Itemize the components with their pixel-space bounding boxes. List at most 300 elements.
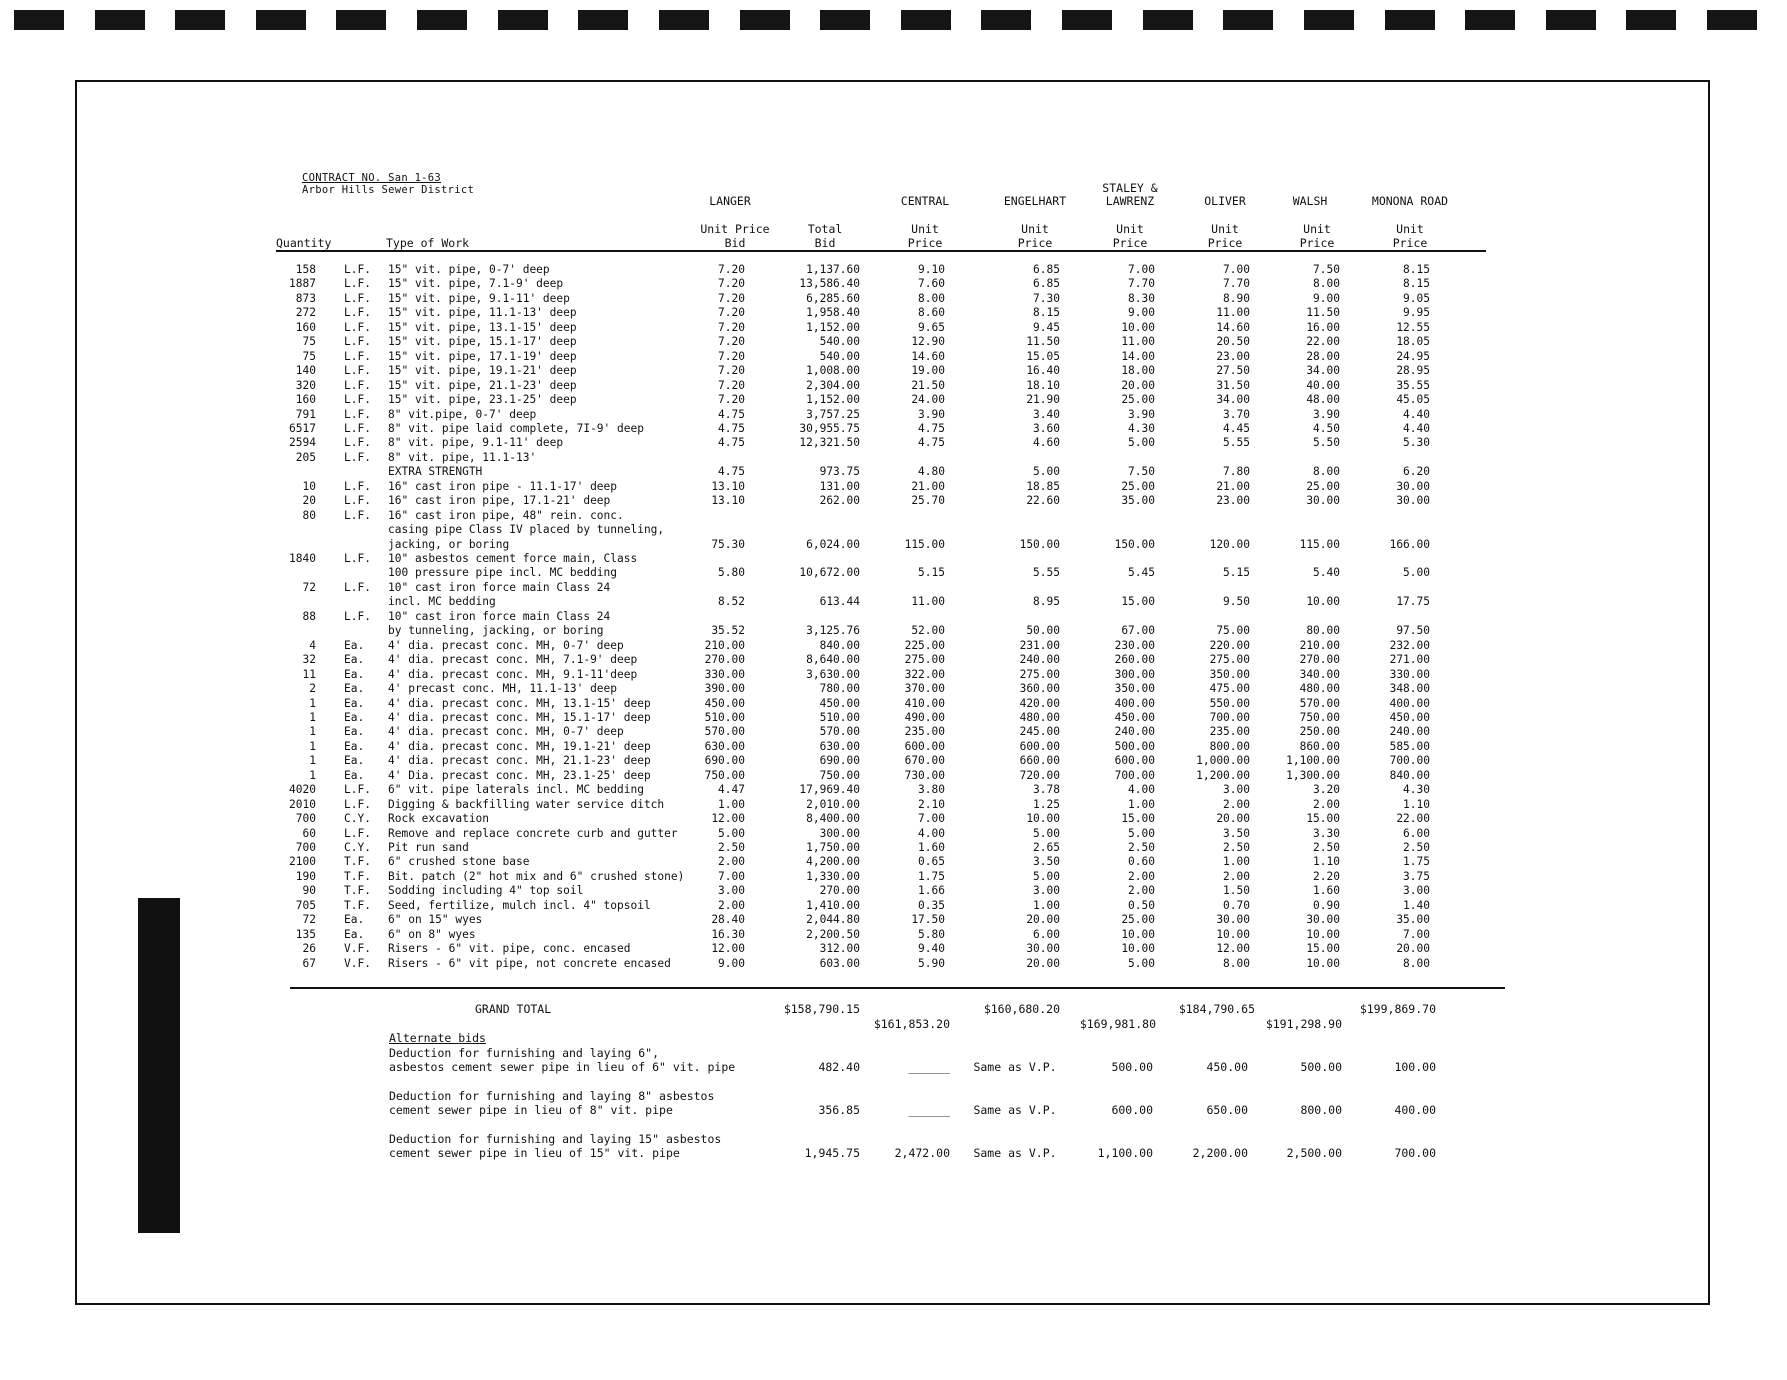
table-row: [0, 855, 1787, 869]
binder-hole: [901, 10, 951, 30]
cell-unit: L.F.: [344, 436, 371, 450]
cell-walsh: 2.50: [1313, 841, 1340, 854]
cell-langer-total: 750.00: [819, 768, 860, 782]
cell-unit: L.F.: [344, 609, 371, 623]
cell-langer-total: 1,410.00: [806, 898, 860, 912]
cell-walsh: 22.00: [1306, 335, 1340, 349]
cell-oliver: 20.50: [1216, 335, 1250, 349]
cell-langer-total: 973.75: [819, 465, 860, 479]
col-engelhart-unit-2: Price: [1017, 236, 1053, 250]
cell-engelhart: 360.00: [1019, 682, 1060, 696]
cell-oliver: 4.45: [1223, 421, 1250, 435]
cell-work: Risers - 6" vit pipe, not concrete encased: [388, 956, 671, 970]
binder-hole: [417, 10, 467, 30]
table-row: [0, 581, 1787, 595]
cell-oliver: 7.70: [1223, 277, 1250, 291]
cell-staley: 2.00: [1128, 884, 1155, 898]
cell-central: 1.60: [918, 841, 945, 854]
cell-langer-total: 1,152.00: [806, 320, 860, 334]
cell-langer-total: 270.00: [819, 884, 860, 898]
cell-monona: 271.00: [1389, 653, 1430, 667]
cell-oliver: 12.00: [1216, 942, 1250, 956]
binder-hole: [659, 10, 709, 30]
bidder-engelhart: ENGELHART: [1003, 194, 1067, 208]
cell-langer-unit: 4.47: [718, 783, 745, 797]
cell-central: 9.10: [918, 263, 945, 276]
cell-langer-unit: 270.00: [704, 653, 745, 667]
bidder-langer: LANGER: [709, 194, 751, 208]
cell-staley: 5.00: [1128, 956, 1155, 970]
cell-unit: L.F.: [344, 378, 371, 392]
cell-monona: 840.00: [1389, 768, 1430, 782]
cell-langer-unit: 12.00: [711, 942, 745, 956]
cell-work: 4' dia. precast conc. MH, 15.1-17' deep: [388, 710, 651, 724]
cell-engelhart: 4.60: [1033, 436, 1060, 450]
cell-langer-unit: 690.00: [704, 754, 745, 768]
cell-engelhart: 9.45: [1033, 320, 1060, 334]
total-monona: $199,869.70: [1359, 1002, 1436, 1016]
cell-work: 15" vit. pipe, 19.1-21' deep: [388, 364, 577, 378]
table-row: [0, 509, 1787, 523]
cell-langer-total: 17,969.40: [799, 783, 860, 797]
table-row: [0, 639, 1787, 653]
table-row: [0, 711, 1787, 725]
cell-oliver: 21.00: [1216, 479, 1250, 493]
cell-monona: 28.95: [1396, 364, 1430, 378]
cell-staley: 11.00: [1121, 335, 1155, 349]
cell-monona: 6.20: [1403, 465, 1430, 479]
cell-work: 15" vit. pipe, 13.1-15' deep: [388, 320, 577, 334]
cell-engelhart: 8.15: [1033, 306, 1060, 320]
cell-staley: 5.45: [1128, 566, 1155, 580]
cell-oliver: 31.50: [1216, 378, 1250, 392]
cell-qty: 1887: [289, 277, 316, 291]
cell-unit: Ea.: [344, 667, 365, 681]
cell-staley: 15.00: [1121, 595, 1155, 609]
cell-unit: Ea.: [344, 696, 365, 710]
cell-unit: Ea.: [344, 754, 365, 768]
cell-staley: 4.00: [1128, 783, 1155, 797]
cell-oliver: 34.00: [1216, 393, 1250, 407]
cell-staley: 0.50: [1128, 898, 1155, 912]
cell-langer-unit: 390.00: [704, 682, 745, 696]
table-row: [0, 798, 1787, 812]
cell-work: 4' Dia. precast conc. MH, 23.1-25' deep: [388, 768, 651, 782]
cell-monona: 240.00: [1389, 725, 1430, 739]
cell-walsh: 80.00: [1306, 624, 1340, 638]
cell-staley: 10.00: [1121, 320, 1155, 334]
cell-central: 4.00: [918, 826, 945, 840]
cell-engelhart: 240.00: [1019, 653, 1060, 667]
cell-oliver: 0.70: [1223, 898, 1250, 912]
cell-staley: 450.00: [1114, 710, 1155, 724]
cell-monona: 35.00: [1396, 913, 1430, 927]
cell-langer-total: 2,010.00: [806, 797, 860, 811]
cell-engelhart: 16.40: [1026, 364, 1060, 378]
cell-monona: 24.95: [1396, 349, 1430, 363]
cell-walsh: 8.00: [1313, 277, 1340, 291]
cell-langer-total: 1,008.00: [806, 364, 860, 378]
cell-qty: 1: [309, 768, 316, 782]
cell-oliver: 350.00: [1209, 667, 1250, 681]
cell-monona: 18.05: [1396, 335, 1430, 349]
cell-walsh: 860.00: [1299, 739, 1340, 753]
cell-central: 7.00: [918, 812, 945, 826]
cell-work: 15" vit. pipe, 21.1-23' deep: [388, 378, 577, 392]
cell-staley: 350.00: [1114, 682, 1155, 696]
cell-work: Bit. patch (2" hot mix and 6" crushed stone): [388, 869, 685, 883]
cell-oliver: 20.00: [1216, 812, 1250, 826]
cell-langer-unit: 450.00: [704, 696, 745, 710]
cell-monona: 7.00: [1403, 927, 1430, 941]
cell-langer-unit: 510.00: [704, 710, 745, 724]
table-row: [0, 870, 1787, 884]
table-row: [0, 928, 1787, 942]
cell-langer-total: 1,137.60: [806, 263, 860, 276]
cell-staley: 9.00: [1128, 306, 1155, 320]
cell-engelhart: 3.78: [1033, 783, 1060, 797]
col-monona-unit-1: Unit: [1396, 222, 1424, 236]
cell-oliver: 23.00: [1216, 349, 1250, 363]
cell-work: 8" vit. pipe laid complete, 7I-9' deep: [388, 421, 644, 435]
cell-langer-total: 540.00: [819, 335, 860, 349]
table-row: [0, 610, 1787, 624]
table-row: [0, 465, 1787, 479]
alternate-desc-line1: Deduction for furnishing and laying 8" asbestos: [389, 1089, 715, 1103]
alternate-engelhart: Same as V.P.: [973, 1060, 1057, 1074]
cell-engelhart: 3.50: [1033, 855, 1060, 869]
cell-unit: L.F.: [344, 797, 371, 811]
cell-langer-total: 1,152.00: [806, 393, 860, 407]
cell-central: 490.00: [904, 710, 945, 724]
cell-work: casing pipe Class IV placed by tunneling,: [388, 523, 665, 537]
cell-central: 115.00: [904, 537, 945, 551]
cell-work: 4' dia. precast conc. MH, 0-7' deep: [388, 725, 624, 739]
cell-monona: 1.10: [1403, 797, 1430, 811]
cell-monona: 585.00: [1389, 739, 1430, 753]
col-walsh-unit-1: Unit: [1303, 222, 1331, 236]
cell-staley: 10.00: [1121, 942, 1155, 956]
table-row: [0, 827, 1787, 841]
table-row: [0, 769, 1787, 783]
cell-central: 9.65: [918, 320, 945, 334]
cell-langer-total: 510.00: [819, 710, 860, 724]
cell-langer-unit: 7.20: [718, 393, 745, 407]
cell-work: Digging & backfilling water service ditch: [388, 797, 665, 811]
alternate-langer: 1,945.75: [804, 1146, 860, 1160]
cell-work: Sodding including 4" top soil: [388, 884, 584, 898]
cell-oliver: 3.50: [1223, 826, 1250, 840]
cell-oliver: 1.00: [1223, 855, 1250, 869]
cell-walsh: 3.90: [1313, 407, 1340, 421]
cell-langer-unit: 7.20: [718, 378, 745, 392]
cell-unit: Ea.: [344, 725, 365, 739]
bidder-monona-road: MONONA ROAD: [1371, 194, 1449, 208]
cell-engelhart: 30.00: [1026, 942, 1060, 956]
cell-staley: 25.00: [1121, 393, 1155, 407]
cell-oliver: 23.00: [1216, 494, 1250, 508]
cell-langer-total: 8,400.00: [806, 812, 860, 826]
cell-qty: 2: [309, 682, 316, 696]
cell-qty: 75: [302, 349, 316, 363]
binder-hole: [336, 10, 386, 30]
cell-walsh: 40.00: [1306, 378, 1340, 392]
table-row: [0, 913, 1787, 927]
col-langer-total-2: Bid: [814, 236, 836, 250]
cell-unit: T.F.: [344, 869, 371, 883]
table-row: [0, 422, 1787, 436]
cell-engelhart: 10.00: [1026, 812, 1060, 826]
cell-langer-total: 13,586.40: [799, 277, 860, 291]
cell-oliver: 800.00: [1209, 739, 1250, 753]
cell-central: 8.00: [918, 291, 945, 305]
table-row: [0, 812, 1787, 826]
cell-walsh: 115.00: [1299, 537, 1340, 551]
cell-langer-unit: 13.10: [711, 494, 745, 508]
col-staley-unit-1: Unit: [1116, 222, 1144, 236]
cell-work: incl. MC bedding: [388, 595, 496, 609]
binder-hole: [1304, 10, 1354, 30]
table-row: [0, 306, 1787, 320]
cell-engelhart: 8.95: [1033, 595, 1060, 609]
cell-oliver: 2.00: [1223, 869, 1250, 883]
col-langer-unit-2: Bid: [724, 236, 746, 250]
cell-engelhart: 11.50: [1026, 335, 1060, 349]
cell-staley: 500.00: [1114, 739, 1155, 753]
alternate-desc-line1: Deduction for furnishing and laying 15" asbestos: [389, 1132, 722, 1146]
cell-qty: 700: [295, 812, 316, 826]
cell-engelhart: 1.00: [1033, 898, 1060, 912]
district-name: Arbor Hills Sewer District: [302, 184, 475, 196]
cell-walsh: 11.50: [1306, 306, 1340, 320]
cell-oliver: 2.00: [1223, 797, 1250, 811]
alternate-central: 2,472.00: [894, 1146, 950, 1160]
cell-unit: L.F.: [344, 349, 371, 363]
table-row: [0, 292, 1787, 306]
cell-walsh: 28.00: [1306, 349, 1340, 363]
cell-langer-unit: 2.00: [718, 898, 745, 912]
cell-staley: 240.00: [1114, 725, 1155, 739]
cell-qty: 72: [302, 580, 316, 594]
cell-staley: 400.00: [1114, 696, 1155, 710]
cell-unit: L.F.: [344, 494, 371, 508]
cell-langer-total: 690.00: [819, 754, 860, 768]
cell-oliver: 1,000.00: [1196, 754, 1250, 768]
cell-langer-unit: 5.00: [718, 826, 745, 840]
alternate-walsh: 500.00: [1300, 1060, 1342, 1074]
table-row: [0, 754, 1787, 768]
table-row: [0, 480, 1787, 494]
cell-staley: 2.50: [1128, 841, 1155, 854]
cell-engelhart: 21.90: [1026, 393, 1060, 407]
cell-langer-unit: 8.52: [718, 595, 745, 609]
binder-hole: [175, 10, 225, 30]
cell-langer-total: 3,125.76: [806, 624, 860, 638]
cell-central: 275.00: [904, 653, 945, 667]
binder-hole: [820, 10, 870, 30]
cell-central: 5.80: [918, 927, 945, 941]
cell-central: 0.35: [918, 898, 945, 912]
cell-langer-total: 603.00: [819, 956, 860, 970]
cell-walsh: 5.50: [1313, 436, 1340, 450]
cell-unit: L.F.: [344, 450, 371, 464]
cell-qty: 140: [295, 364, 316, 378]
cell-engelhart: 5.55: [1033, 566, 1060, 580]
alternate-staley: 600.00: [1111, 1103, 1153, 1117]
cell-unit: L.F.: [344, 277, 371, 291]
cell-staley: 2.00: [1128, 869, 1155, 883]
cell-walsh: 1,300.00: [1286, 768, 1340, 782]
cell-qty: 160: [295, 320, 316, 334]
cell-langer-total: 1,750.00: [806, 841, 860, 854]
binder-hole: [1707, 10, 1757, 30]
cell-monona: 700.00: [1389, 754, 1430, 768]
cell-walsh: 15.00: [1306, 812, 1340, 826]
cell-monona: 330.00: [1389, 667, 1430, 681]
cell-monona: 22.00: [1396, 812, 1430, 826]
cell-unit: L.F.: [344, 407, 371, 421]
cell-unit: T.F.: [344, 884, 371, 898]
table-row: [0, 957, 1787, 971]
cell-unit: Ea.: [344, 768, 365, 782]
alternates-title: Alternate bids: [389, 1031, 486, 1045]
table-row: [0, 436, 1787, 450]
alternate-langer: 482.40: [818, 1060, 860, 1074]
cell-oliver: 3.70: [1223, 407, 1250, 421]
cell-langer-unit: 570.00: [704, 725, 745, 739]
cell-engelhart: 2.65: [1033, 841, 1060, 854]
cell-langer-total: 312.00: [819, 942, 860, 956]
cell-langer-total: 12,321.50: [799, 436, 860, 450]
table-row: [0, 538, 1787, 552]
col-engelhart-unit-1: Unit: [1021, 222, 1049, 236]
cell-walsh: 1,100.00: [1286, 754, 1340, 768]
alternate-central: ______: [908, 1103, 950, 1117]
cell-oliver: 30.00: [1216, 913, 1250, 927]
table-row: [0, 451, 1787, 465]
cell-staley: 0.60: [1128, 855, 1155, 869]
cell-oliver: 7.80: [1223, 465, 1250, 479]
table-row: [0, 697, 1787, 711]
cell-work: by tunneling, jacking, or boring: [388, 624, 604, 638]
cell-unit: L.F.: [344, 552, 371, 565]
cell-central: 14.60: [911, 349, 945, 363]
cell-qty: 1: [309, 710, 316, 724]
cell-staley: 700.00: [1114, 768, 1155, 782]
cell-qty: 10: [302, 479, 316, 493]
cell-walsh: 1.60: [1313, 884, 1340, 898]
table-row: [0, 335, 1787, 349]
cell-langer-unit: 7.20: [718, 320, 745, 334]
cell-central: 8.60: [918, 306, 945, 320]
cell-langer-unit: 5.80: [718, 566, 745, 580]
cell-monona: 166.00: [1389, 537, 1430, 551]
cell-oliver: 8.90: [1223, 291, 1250, 305]
cell-walsh: 9.00: [1313, 291, 1340, 305]
cell-langer-total: 6,024.00: [806, 537, 860, 551]
cell-walsh: 16.00: [1306, 320, 1340, 334]
cell-oliver: 14.60: [1216, 320, 1250, 334]
col-langer-total-1: Total: [807, 222, 843, 236]
cell-walsh: 270.00: [1299, 653, 1340, 667]
binder-hole: [95, 10, 145, 30]
cell-langer-unit: 630.00: [704, 739, 745, 753]
table-row: [0, 624, 1787, 638]
totals-rule: [290, 987, 1505, 989]
table-row: [0, 595, 1787, 609]
cell-qty: 160: [295, 393, 316, 407]
cell-unit: L.F.: [344, 421, 371, 435]
cell-qty: 75: [302, 335, 316, 349]
table-row: [0, 350, 1787, 364]
cell-work: 6" crushed stone base: [388, 855, 530, 869]
cell-langer-total: 2,044.80: [806, 913, 860, 927]
cell-qty: 80: [302, 508, 316, 522]
alternate-staley: 500.00: [1111, 1060, 1153, 1074]
cell-langer-unit: 16.30: [711, 927, 745, 941]
cell-qty: 205: [295, 450, 316, 464]
cell-work: 16" cast iron pipe, 48" rein. conc.: [388, 508, 624, 522]
cell-engelhart: 6.85: [1033, 263, 1060, 276]
cell-oliver: 9.50: [1223, 595, 1250, 609]
cell-monona: 30.00: [1396, 494, 1430, 508]
cell-langer-unit: 12.00: [711, 812, 745, 826]
cell-central: 24.00: [911, 393, 945, 407]
cell-langer-unit: 750.00: [704, 768, 745, 782]
cell-qty: 11: [302, 667, 316, 681]
cell-unit: Ea.: [344, 927, 365, 941]
cell-unit: V.F.: [344, 956, 371, 970]
cell-langer-total: 262.00: [819, 494, 860, 508]
cell-unit: Ea.: [344, 682, 365, 696]
cell-walsh: 3.30: [1313, 826, 1340, 840]
cell-work: 10" asbestos cement force main, Class: [388, 552, 638, 565]
cell-work: 15" vit. pipe, 15.1-17' deep: [388, 335, 577, 349]
cell-engelhart: 231.00: [1019, 638, 1060, 652]
cell-unit: T.F.: [344, 898, 371, 912]
cell-oliver: 1,200.00: [1196, 768, 1250, 782]
binder-hole: [740, 10, 790, 30]
cell-monona: 5.30: [1403, 436, 1430, 450]
cell-walsh: 2.00: [1313, 797, 1340, 811]
cell-engelhart: 5.00: [1033, 826, 1060, 840]
cell-walsh: 250.00: [1299, 725, 1340, 739]
cell-langer-total: 570.00: [819, 725, 860, 739]
cell-staley: 15.00: [1121, 812, 1155, 826]
cell-work: EXTRA STRENGTH: [388, 465, 483, 479]
total-engelhart: $160,680.20: [983, 1002, 1060, 1016]
alternate-engelhart: Same as V.P.: [973, 1146, 1057, 1160]
cell-engelhart: 150.00: [1019, 537, 1060, 551]
cell-walsh: 750.00: [1299, 710, 1340, 724]
binder-hole: [256, 10, 306, 30]
total-walsh: $191,298.90: [1265, 1017, 1342, 1031]
binder-hole-strip: [0, 10, 1787, 32]
cell-qty: 88: [302, 609, 316, 623]
alternate-central: ______: [908, 1060, 950, 1074]
cell-qty: 60: [302, 826, 316, 840]
cell-work: 16" cast iron pipe, 17.1-21' deep: [388, 494, 611, 508]
total-langer: $158,790.15: [783, 1002, 860, 1016]
cell-langer-unit: 7.00: [718, 869, 745, 883]
cell-walsh: 340.00: [1299, 667, 1340, 681]
cell-qty: 26: [302, 942, 316, 956]
cell-monona: 4.40: [1403, 421, 1430, 435]
cell-oliver: 1.50: [1223, 884, 1250, 898]
cell-staley: 5.00: [1128, 436, 1155, 450]
cell-oliver: 235.00: [1209, 725, 1250, 739]
cell-engelhart: 3.60: [1033, 421, 1060, 435]
